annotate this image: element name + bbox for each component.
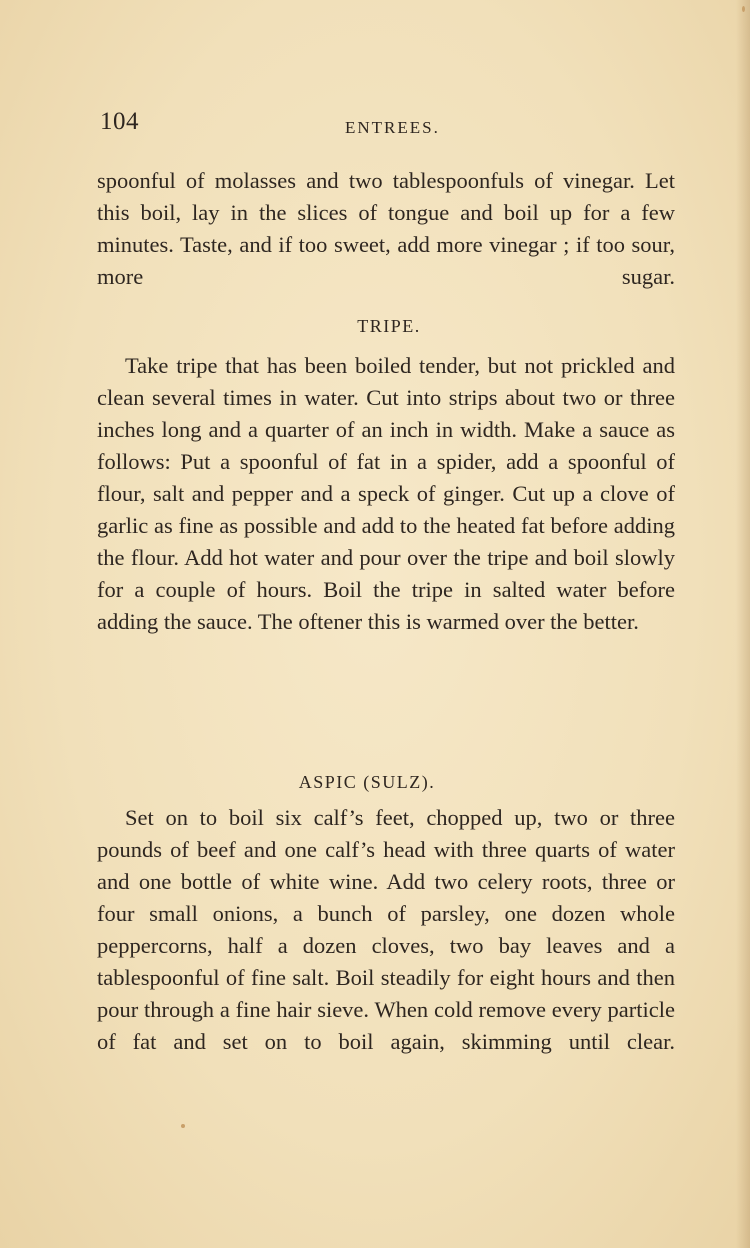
paper-speck <box>181 1124 185 1128</box>
section-heading-tripe: TRIPE. <box>357 316 421 336</box>
continuation-paragraph <box>97 165 675 293</box>
aspic-recipe-text: Set on to boil six calf’s feet, chopped up, two or three pounds of beef and one calf’s head with three quarts of water and one bottle of white wine. Add two celery roots, three or four small onions, a bunch of parsley, one dozen whole peppercorns, half a dozen cloves, two bay leaves and a tablespoonful of fine salt. Boil steadily for eight hours and then pour through a fine hair sieve. When cold remove every particle of fat and set on to boil again, skimming until clear. <box>97 805 675 1054</box>
tripe-recipe-text: Take tripe that has been boiled tender, but not prickled and clean several times in water. Cut into strips about two or three inches long and a quarter of an inch in width. Make a sauce as follows: Put a spoonful of fat in a spider, add a spoonful of flour, salt and pepper and a speck of ginger. Cut up a clove of garlic as fine as possible and add to the heated fat before adding the flour. Add hot water and pour over the tripe and boil slowly for a couple of hours. Boil the tripe in salted water before adding the sauce. The oftener this is warmed over the better. <box>97 353 675 634</box>
section-body-tripe <box>97 350 675 638</box>
page-edge-shadow <box>736 0 750 1248</box>
paper-speck <box>742 6 745 12</box>
section-heading-aspic: ASPIC (SULZ). <box>298 772 436 792</box>
continuation-text: spoonful of molasses and two tablespoonfuls of vinegar. Let this boil, lay in the slices of tongue and boil up for a few minutes. Taste, and if too sweet, add more vinegar ; if too sour, more sugar. <box>97 168 675 289</box>
running-head: ENTREES. <box>345 118 440 137</box>
page-header <box>100 108 680 148</box>
page-number: 104 <box>100 108 139 135</box>
section-body-aspic <box>97 802 675 1058</box>
